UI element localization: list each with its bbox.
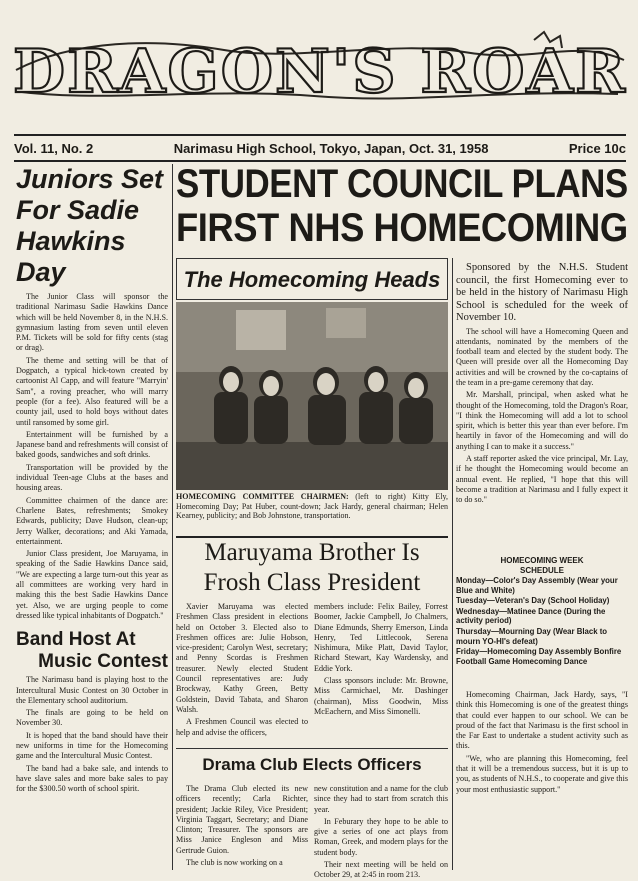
article-paragraph: The Narimasu band is playing host to the Intercultural Music Contest on 30 October in the Elementary school auditorium. (16, 675, 168, 705)
schedule-title-line: HOMECOMING WEEK (500, 556, 584, 565)
dateline: Narimasu High School, Tokyo, Japan, Oct. 31, 1958 (173, 140, 489, 156)
article-paragraph: Their next meeting will be held on October 29, at 2:45 in room 213. (314, 860, 448, 880)
drama-headline-box (176, 748, 448, 780)
left-column (16, 164, 168, 870)
volume-label: Vol. 11, No. 2 (14, 140, 94, 156)
council-article (456, 262, 628, 552)
article-paragraph: Junior Class president, Joe Maruyama, in speaking of the Sadie Hawkins Dance said, "We are expecting a large turn-out this year as all committees are working very hard in making this the best Sadie Hawkins Dance yet. Also, we are urging people to come dressed like typical inhabitants of Dogpatch." (16, 549, 168, 620)
price-label: Price 10c (568, 140, 626, 156)
council-article-closing (456, 690, 628, 870)
masthead-rule-top (14, 134, 626, 136)
article-paragraph: The Junior Class will sponsor the traditional Narimasu Sadie Hawkins Dance which will be held November 8, in the N.H.S. gymnasium lasting from seven until eleven P.M. Tickets will be sold for fifty cents (stag or drag). (16, 292, 168, 353)
article-paragraph: new constitution and a name for the club since they had to start from scratch this year. (314, 784, 448, 814)
masthead-logo (14, 30, 626, 108)
article-paragraph: In Feburary they hope to be able to give a series of one act plays from Roman, Greek, and modern plays for the student body. (314, 816, 448, 857)
masthead-infobar (14, 138, 626, 158)
juniors-headline-line: For Sadie (16, 195, 140, 225)
schedule-item: Friday—Homecoming Day Assembly Bonfire Football Game Homecoming Dance (456, 647, 622, 666)
schedule-item: Thursday—Mourning Day (Wear Black to mourn YO-HI's defeat) (456, 626, 608, 646)
schedule-title-line: SCHEDULE (519, 566, 564, 575)
drama-article-col2 (314, 784, 448, 880)
banner-line: FIRST NHS HOMECOMING (176, 206, 628, 250)
article-paragraph: "We, who are planning this Homecoming, feel that it will be a tremendous success, but it is up to you, as students of N.H.S., to cooperate and give this your most enthusiastic support." (456, 753, 628, 794)
committee-photo-image (176, 302, 448, 490)
juniors-headline (16, 164, 168, 288)
article-paragraph: The band had a bake sale, and intends to have slave sales and more bake sales to pay for the $300.50 worth of school spirit. (16, 763, 168, 794)
masthead-title: DRAGON'S ROAR (13, 37, 627, 107)
article-paragraph: The school will have a Homecoming Queen and attendants, nominated by the members of the football team and elected by the student body. The Queen will preside over all the Homecoming Day activities and will be crowned by the co-captains of the team in a pre-game ceremony that day. (456, 326, 628, 387)
column-divider (172, 164, 173, 870)
article-paragraph: The theme and setting will be that of Dogpatch, a typical hick-town created by cartoonist Al Capp, and will feature "Marryin' Sam", a roving preacher, who will marry people (for a fee). Also featured will be a county jail, used to hold boys without dates until ransomed by some girl. (16, 355, 168, 427)
drama-headline: Drama Club Elects Officers (202, 755, 422, 774)
maruyama-headline-line: Maruyama Brother Is (204, 539, 420, 566)
column-divider (452, 258, 453, 870)
council-banner-headline (176, 162, 628, 250)
committee-photo (176, 302, 448, 490)
article-paragraph: The club is now working on a (186, 858, 283, 868)
banner-line: STUDENT COUNCIL PLANS (176, 162, 628, 206)
photo-caption (176, 492, 448, 532)
dragon-masthead-icon (14, 30, 626, 108)
article-lead-paragraph: Sponsored by the N.H.S. Student council, the first Homecoming ever to be held in the history of Narimasu High School is scheduled for the week of November 10. (456, 262, 628, 323)
article-paragraph: members include: Felix Bailey, Forrest Boomer, Jackie Campbell, Jo Chalmers, Diane Edmunds, Sherry Emerson, Linda Henry, Ted Littlecook, Serena Nishimura, Mike Platt, David Taylor, Richard Stewart, Kay Wardensky, and Eddie York. (314, 602, 448, 673)
caption-lead: HOMECOMING COMMITTEE CHAIRMEN: (176, 492, 349, 501)
band-article (16, 675, 168, 794)
article-paragraph: Transportation will be provided by the individual Teen-age Clubs at the bases and housing areas. (16, 462, 168, 493)
article-paragraph: The Drama Club elected its new officers recently; Carla Richter, president; Jackie Riley, Vice President; Virginia Taggart, Secretary; and Diane Clinton; Treasurer. The sponsors are Miss Janice Engleson and Miss Gertrude Guion. (176, 784, 308, 855)
article-paragraph: Mr. Marshall, principal, when asked what he thought of the Homecoming, told the Dragon's Roar, "I think the Homecoming will add a lot to school spirit, which is better this year than ever before. I'm heartily in favor of the Homecoming and will do anything I can to make it a success." (456, 390, 628, 451)
homecoming-schedule (456, 556, 628, 686)
maruyama-headline-line: Frosh Class President (203, 569, 421, 596)
schedule-list (456, 576, 628, 666)
article-paragraph: Committee chairmen of the dance are: Charlene Bates, refreshments; Smokey Edwards, publicity; Dave Hudson, clean-up; Jerry Walker, decorations; and Aki Yamada, entertainment. (16, 495, 168, 546)
caption-text: (left to right) Kitty Ely, Homecoming Day; Pat Huber, count-down; Jack Hardy, general chairman; Helen Kearney, publicity; and Bob Johnstone, transportation. (176, 492, 448, 520)
article-paragraph: Class sponsors include: Mr. Browne, Miss Carmichael, Mr. Dashinger (chairman), Miss Goodwin, Miss McEachern, and Miss Simonelli. (314, 676, 448, 716)
schedule-item: Wednesday—Matinee Dance (During the activity period) (456, 606, 606, 626)
juniors-headline-line: Juniors Set (16, 164, 164, 194)
schedule-item: Monday—Color's Day Assembly (Wear your Blue and White) (456, 576, 618, 595)
article-paragraph: It is hoped that the band should have their new uniforms in time for the Homecoming game and the Intercultural Music Contest. (16, 730, 168, 761)
photo-title: The Homecoming Heads (183, 267, 441, 292)
article-paragraph: A Freshmen Council was elected to help and advise the officers, (176, 717, 308, 737)
band-headline (16, 629, 168, 673)
schedule-item: Tuesday—Veteran's Day (School Holiday) (456, 596, 610, 606)
maruyama-article-col2 (314, 602, 448, 740)
article-paragraph: A staff reporter asked the vice principal, Mr. Lay, if he thought the Homecoming would become an annual event. He replied, "I hope that this will become a tradition at Narimasu and I fully expect it to do so." (456, 454, 628, 505)
article-paragraph: Entertainment will be furnished by a Japanese band and refreshments will consist of baked goods, sandwiches and soft drinks. (16, 429, 168, 460)
schedule-title (456, 556, 628, 576)
maruyama-headline (176, 536, 448, 600)
article-paragraph: The finals are going to be held on November 30. (16, 708, 168, 728)
band-headline-line: Music Contest (38, 651, 168, 673)
article-paragraph: Xavier Maruyama was elected Freshmen Class president in elections held on October 3. Elected also to Freshmen offices are: Julie Hobson, vice-president; Carolyn West, secretary; and Penny Scordas is Freshmen treasurer. Newly elected Student Council representatives are: Judy Brockway, Kathy Green, Betty Goldstein, David Tabata, and Sharon Walsh. (176, 602, 308, 714)
photo-title-box (176, 258, 448, 300)
juniors-headline-line: Hawkins Day (16, 226, 126, 287)
drama-article-col1 (176, 784, 308, 870)
juniors-article (16, 292, 168, 621)
maruyama-article-col1 (176, 602, 308, 740)
band-headline-line: Band Host At (16, 629, 136, 651)
article-paragraph: Homecoming Chairman, Jack Hardy, says, "I think this Homecoming is one of the greatest things that could ever happen to our school. We can be proud of the fact that Narimasu is the first school in the Far East to undertake a student activity such as this. (456, 690, 628, 751)
